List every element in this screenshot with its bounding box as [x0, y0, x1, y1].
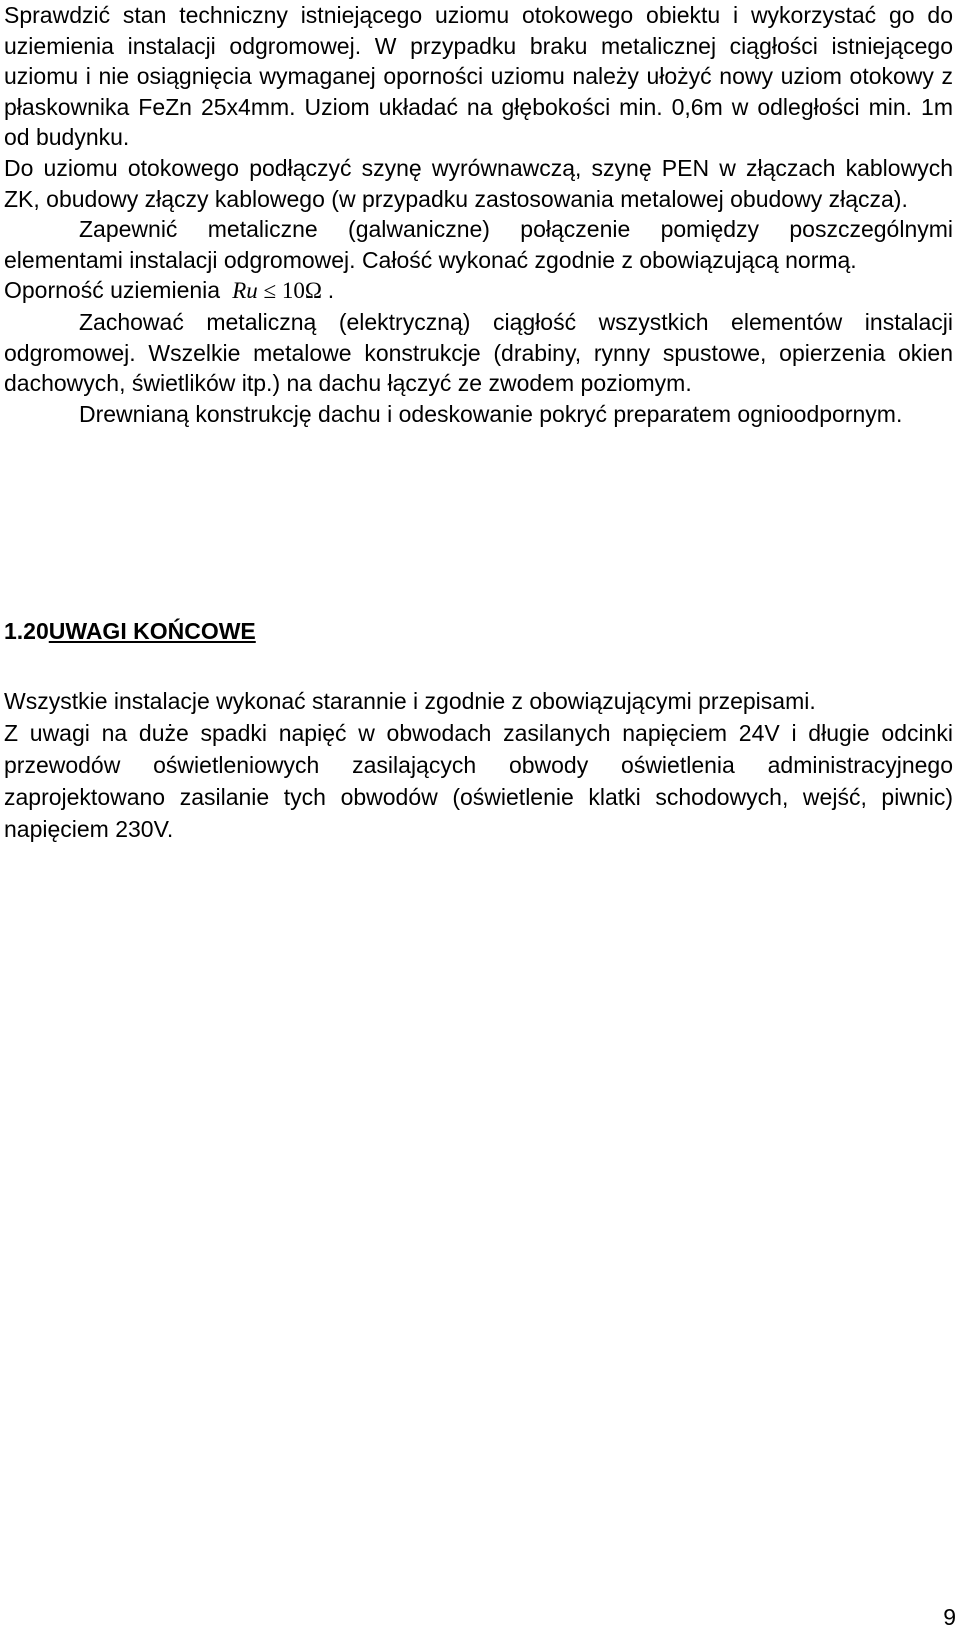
page-number: 9 [943, 1604, 956, 1630]
paragraph-voltage: Z uwagi na duże spadki napięć w obwodach zasilanych napięciem 24V i długie odcinki przewodów oświetleniowych zasilających obwody oświetlenia administracyjnego zaprojektowano zasilanie tych obwodów (oświetlenie klatki schodowych, wejść, piwnic) napięciem 230V. [4, 720, 953, 842]
paragraph-grounding: Sprawdzić stan techniczny istniejącego uziomu otokowego obiektu i wykorzystać go do uziemienia instalacji odgromowej. W przypadku braku metalicznej ciągłości istniejącego uziomu i nie osiągnięcia wymaganej oporności uziomu należy ułożyć nowy uziom otokowy z płaskownika FeZn 25x4mm. Uziom układać na głębokości min. 0,6m w odległości min. 1m od budynku. [4, 2, 953, 151]
document-page [4, 0, 953, 842]
resistance-relation: ≤ [263, 278, 277, 304]
section-number: 1.20 [4, 618, 49, 644]
resistance-value: 10Ω [281, 278, 322, 304]
paragraph-resistance [4, 275, 953, 307]
paragraph-fireproofing: Drewnianą konstrukcję dachu i odeskowanie pokryć preparatem ognioodpornym. [79, 400, 903, 427]
resistance-formula [226, 278, 327, 303]
paragraph-equipotential: Do uziomu otokowego podłączyć szynę wyrównawczą, szynę PEN w złączach kablowych ZK, obudowy złączy kablowego (w przypadku zastosowania metalowej obudowy złącza). [4, 154, 953, 212]
final-remarks [4, 685, 953, 845]
section-heading [4, 618, 256, 645]
resistance-label: Oporność uziemienia [4, 277, 221, 304]
resistance-end: . [327, 277, 335, 304]
resistance-symbol: Ru [232, 278, 258, 304]
section-title: UWAGI KOŃCOWE [48, 618, 256, 644]
paragraph-galvanic-connection: Zapewnić metaliczne (galwaniczne) połączenie pomiędzy poszczególnymi elementami instalacji odgromowej. Całość wykonać zgodnie z obowiązującą normą. [4, 216, 953, 273]
paragraph-continuity: Zachować metaliczną (elektryczną) ciągłość wszystkich elementów instalacji odgromowej. Wszelkie metalowe konstrukcje (drabiny, rynny spustowe, opierzenia okien dachowych, świetlików itp.) na dachu łączyć ze zwodem poziomym. [4, 308, 953, 397]
paragraph-installations: Wszystkie instalacje wykonać starannie i zgodnie z obowiązującymi przepisami. [4, 688, 816, 714]
